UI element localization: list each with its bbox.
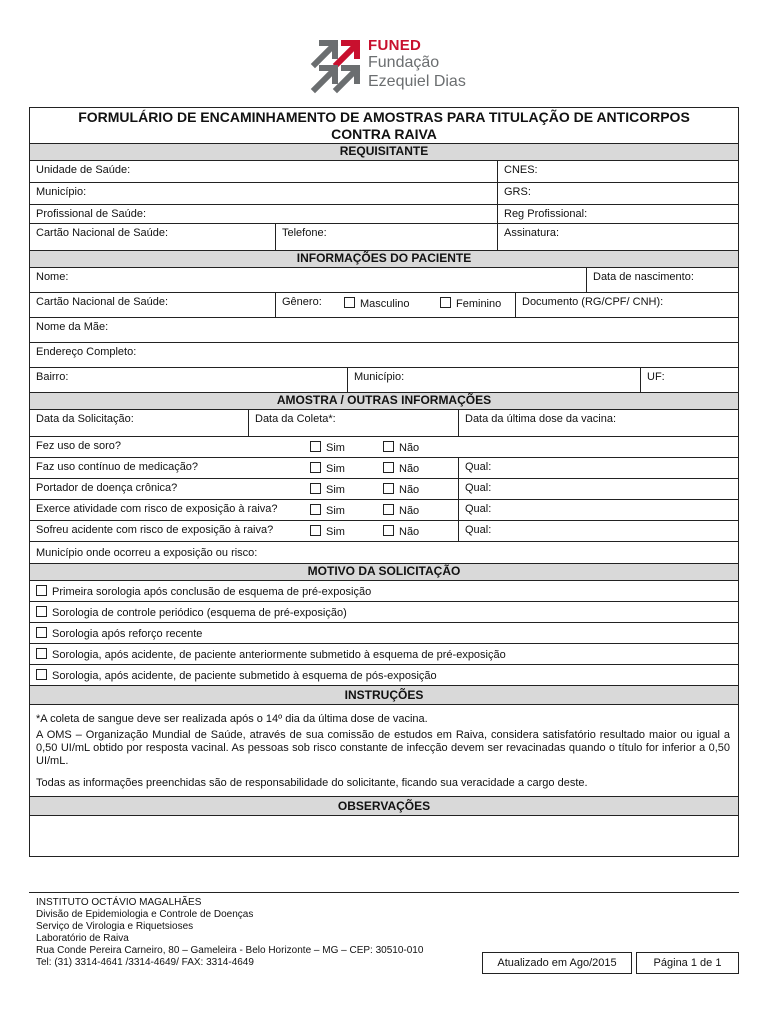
sim-checkbox[interactable] bbox=[310, 525, 321, 536]
motivo-label: Sorologia, após acidente, de paciente anteriormente submetido à esquema de pré-exposição bbox=[52, 649, 506, 661]
motivo-option[interactable] bbox=[36, 648, 506, 661]
footer-line: Tel: (31) 3314-4641 /3314-4649/ FAX: 3314-4649 bbox=[36, 957, 254, 968]
logo-line2: Ezequiel Dias bbox=[368, 73, 466, 90]
question-row bbox=[30, 500, 738, 521]
row-cartao-requisitante bbox=[30, 224, 738, 251]
cnes-field[interactable]: CNES: bbox=[497, 161, 738, 182]
data-ultima-dose-field[interactable]: Data da última dose da vacina: bbox=[458, 410, 738, 436]
footer-line: Laboratório de Raiva bbox=[36, 933, 129, 944]
telefone-field[interactable]: Telefone: bbox=[275, 224, 497, 250]
nao-label: Não bbox=[399, 505, 420, 517]
question-row bbox=[30, 521, 738, 542]
cartao-requisitante-field[interactable]: Cartão Nacional de Saúde: bbox=[36, 227, 169, 239]
question-label: Portador de doença crônica? bbox=[36, 482, 178, 494]
municipio-exposicao-field[interactable]: Município onde ocorreu a exposição ou risco: bbox=[36, 547, 258, 559]
question-row bbox=[30, 437, 738, 458]
motivo-option-row bbox=[30, 581, 738, 602]
profissional-field[interactable]: Profissional de Saúde: bbox=[36, 208, 147, 220]
masculino-checkbox[interactable] bbox=[344, 297, 355, 308]
question-label: Exerce atividade com risco de exposição à raiva? bbox=[36, 503, 278, 515]
qual-field[interactable]: Qual: bbox=[458, 479, 738, 499]
section-amostra-title: AMOSTRA / OUTRAS INFORMAÇÕES bbox=[276, 393, 492, 407]
feminino-label: Feminino bbox=[456, 298, 502, 310]
form-table bbox=[29, 107, 739, 857]
motivo-label: Sorologia de controle periódico (esquema de pré-exposição) bbox=[52, 607, 347, 619]
instrucoes-body bbox=[30, 705, 738, 797]
endereco-field[interactable]: Endereço Completo: bbox=[36, 346, 137, 358]
genero-field bbox=[275, 293, 515, 317]
section-paciente bbox=[30, 251, 738, 268]
section-observacoes bbox=[30, 797, 738, 816]
motivo-checkbox[interactable] bbox=[36, 648, 47, 659]
municipio-field[interactable]: Município: bbox=[36, 186, 87, 198]
motivo-option[interactable] bbox=[36, 606, 347, 619]
section-motivo-title: MOTIVO DA SOLICITAÇÃO bbox=[307, 564, 461, 578]
question-label: Fez uso de soro? bbox=[36, 440, 121, 452]
row-datas bbox=[30, 410, 738, 437]
sim-option[interactable] bbox=[310, 525, 345, 538]
mae-field[interactable]: Nome da Mãe: bbox=[36, 321, 109, 333]
observacoes-field[interactable] bbox=[30, 816, 738, 856]
data-solicitacao-field[interactable]: Data da Solicitação: bbox=[36, 413, 134, 425]
cartao-paciente-field[interactable]: Cartão Nacional de Saúde: bbox=[36, 296, 169, 308]
qual-field[interactable]: Qual: bbox=[458, 521, 738, 541]
motivo-option[interactable] bbox=[36, 627, 202, 640]
section-instrucoes bbox=[30, 686, 738, 705]
nascimento-field[interactable]: Data de nascimento: bbox=[586, 268, 738, 292]
bairro-field[interactable]: Bairro: bbox=[36, 371, 69, 383]
nao-label: Não bbox=[399, 526, 420, 538]
row-municipio bbox=[30, 183, 738, 205]
qual-field[interactable]: Qual: bbox=[458, 458, 738, 478]
row-mae bbox=[30, 318, 738, 343]
footer-line: Divisão de Epidemiologia e Controle de Doenças bbox=[36, 909, 254, 920]
motivo-option-row bbox=[30, 644, 738, 665]
footer-line: Serviço de Virologia e Riquetsioses bbox=[36, 921, 194, 932]
motivo-label: Sorologia após reforço recente bbox=[52, 628, 203, 640]
nao-label: Não bbox=[399, 442, 420, 454]
motivo-checkbox[interactable] bbox=[36, 585, 47, 596]
updated-box: Atualizado em Ago/2015 bbox=[482, 952, 632, 974]
row-bairro bbox=[30, 368, 738, 393]
nome-field[interactable]: Nome: bbox=[36, 271, 69, 283]
section-instrucoes-title: INSTRUÇÕES bbox=[344, 688, 424, 702]
reg-profissional-field[interactable]: Reg Profissional: bbox=[497, 205, 738, 223]
sim-checkbox[interactable] bbox=[310, 504, 321, 515]
question-label: Faz uso contínuo de medicação? bbox=[36, 461, 199, 473]
sim-label: Sim bbox=[326, 463, 345, 475]
section-paciente-title: INFORMAÇÕES DO PACIENTE bbox=[296, 251, 472, 265]
logo-line1: Fundação bbox=[368, 54, 440, 71]
motivo-option-row bbox=[30, 602, 738, 623]
motivo-option[interactable] bbox=[36, 585, 371, 598]
nao-checkbox[interactable] bbox=[383, 441, 394, 452]
instrucoes-paragraph-3: Todas as informações preenchidas são de responsabilidade do solicitante, ficando sua veracidade a cargo deste. bbox=[36, 777, 588, 789]
title-line2: CONTRA RAIVA bbox=[331, 126, 437, 142]
question-label: Sofreu acidente com risco de exposição à raiva? bbox=[36, 524, 274, 536]
sim-checkbox[interactable] bbox=[310, 441, 321, 452]
sim-label: Sim bbox=[326, 526, 345, 538]
sim-option[interactable] bbox=[310, 441, 345, 454]
nao-option[interactable] bbox=[383, 441, 419, 454]
sim-option[interactable] bbox=[310, 504, 345, 517]
nao-checkbox[interactable] bbox=[383, 462, 394, 473]
municipio-paciente-field[interactable]: Município: bbox=[347, 368, 640, 392]
section-requisitante bbox=[30, 144, 738, 161]
nao-checkbox[interactable] bbox=[383, 525, 394, 536]
instrucoes-paragraph-2: A OMS – Organização Mundial de Saúde, através de sua comissão de estudos em Raiva, considera satisfatório resultado maior ou igual a 0,50 UI/mL obtido por resposta vacinal. As pessoas sob risco constante de infecção devem ser revacinadas quando o título for inferior a 0,50 UI/mL. bbox=[36, 729, 730, 767]
feminino-checkbox[interactable] bbox=[440, 297, 451, 308]
logo-name: FUNED bbox=[368, 37, 422, 54]
sim-label: Sim bbox=[326, 505, 345, 517]
genero-label: Gênero: bbox=[282, 296, 322, 308]
motivo-option-row bbox=[30, 665, 738, 686]
question-row bbox=[30, 458, 738, 479]
data-coleta-field[interactable]: Data da Coleta*: bbox=[248, 410, 458, 436]
masculino-label: Masculino bbox=[360, 298, 410, 310]
sim-checkbox[interactable] bbox=[310, 483, 321, 494]
nao-checkbox[interactable] bbox=[383, 504, 394, 515]
motivo-option[interactable] bbox=[36, 669, 437, 682]
masculino-option[interactable] bbox=[344, 297, 410, 310]
documento-field[interactable]: Documento (RG/CPF/ CNH): bbox=[515, 293, 738, 317]
nao-label: Não bbox=[399, 463, 420, 475]
sim-option[interactable] bbox=[310, 462, 345, 475]
row-profissional bbox=[30, 205, 738, 224]
sim-checkbox[interactable] bbox=[310, 462, 321, 473]
nao-option[interactable] bbox=[383, 483, 419, 496]
section-amostra bbox=[30, 393, 738, 410]
row-cartao-paciente bbox=[30, 293, 738, 318]
title-line1: FORMULÁRIO DE ENCAMINHAMENTO DE AMOSTRAS PARA TITULAÇÃO DE ANTICORPOS bbox=[78, 109, 690, 125]
row-municipio-exposicao bbox=[30, 542, 738, 564]
motivo-label: Primeira sorologia após conclusão de esquema de pré-exposição bbox=[52, 586, 372, 598]
grs-field[interactable]: GRS: bbox=[497, 183, 738, 204]
motivo-checkbox[interactable] bbox=[36, 606, 47, 617]
nao-option[interactable] bbox=[383, 504, 419, 517]
motivo-option-row bbox=[30, 623, 738, 644]
section-observacoes-title: OBSERVAÇÕES bbox=[337, 799, 431, 813]
row-unidade bbox=[30, 161, 738, 183]
row-nome bbox=[30, 268, 738, 293]
motivo-label: Sorologia, após acidente, de paciente submetido à esquema de pós-exposição bbox=[52, 670, 437, 682]
funed-arrows-icon bbox=[310, 38, 364, 94]
question-row bbox=[30, 479, 738, 500]
sim-label: Sim bbox=[326, 484, 345, 496]
page-number-box: Página 1 de 1 bbox=[636, 952, 739, 974]
uf-field[interactable]: UF: bbox=[640, 368, 738, 392]
row-endereco bbox=[30, 343, 738, 368]
qual-field[interactable]: Qual: bbox=[458, 500, 738, 520]
feminino-option[interactable] bbox=[440, 297, 501, 310]
section-motivo bbox=[30, 564, 738, 581]
instrucoes-paragraph-1: *A coleta de sangue deve ser realizada após o 14º dia da última dose de vacina. bbox=[36, 713, 428, 725]
nao-option[interactable] bbox=[383, 525, 419, 538]
unidade-field[interactable]: Unidade de Saúde: bbox=[36, 164, 131, 176]
motivo-checkbox[interactable] bbox=[36, 627, 47, 638]
nao-checkbox[interactable] bbox=[383, 483, 394, 494]
footer-line: Rua Conde Pereira Carneiro, 80 – Gameleira - Belo Horizonte – MG – CEP: 30510-010 bbox=[36, 945, 424, 956]
sim-option[interactable] bbox=[310, 483, 345, 496]
section-requisitante-title: REQUISITANTE bbox=[339, 144, 429, 158]
assinatura-field[interactable]: Assinatura: bbox=[497, 224, 738, 250]
footer-line: INSTITUTO OCTÁVIO MAGALHÃES bbox=[36, 897, 202, 908]
nao-label: Não bbox=[399, 484, 420, 496]
sim-label: Sim bbox=[326, 442, 345, 454]
form-title bbox=[30, 108, 738, 144]
footer-divider bbox=[29, 892, 739, 893]
motivo-checkbox[interactable] bbox=[36, 669, 47, 680]
nao-option[interactable] bbox=[383, 462, 419, 475]
